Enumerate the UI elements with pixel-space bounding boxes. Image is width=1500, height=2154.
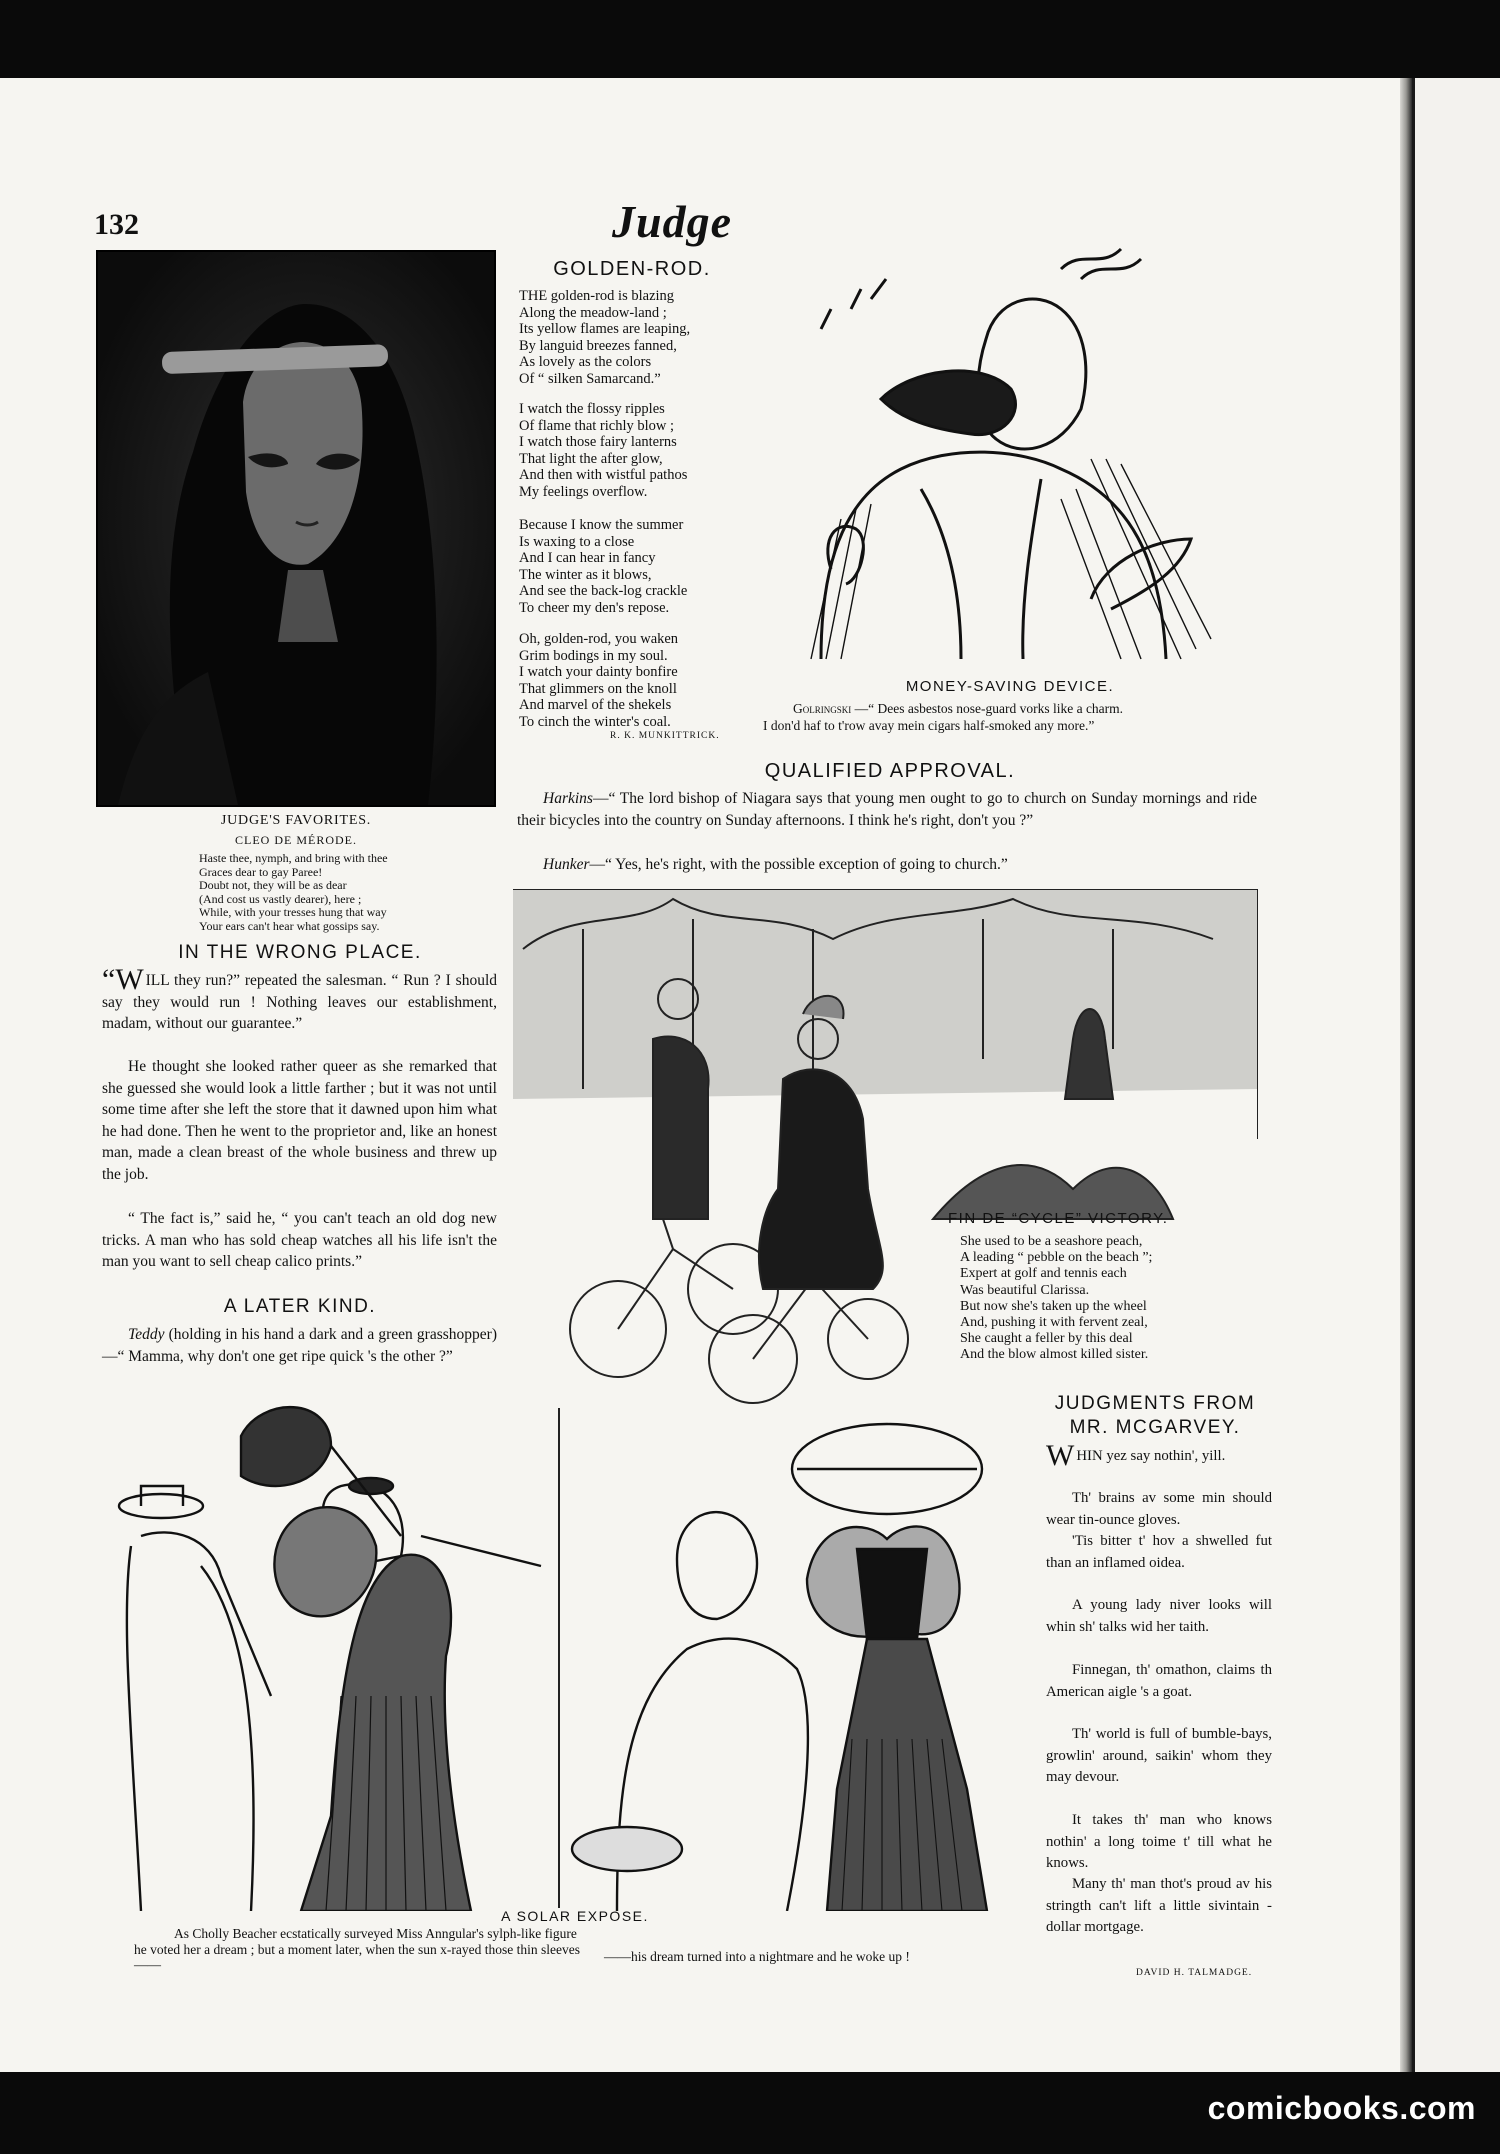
mcgarvey-saying-8: Many th' man thot's proud av his stringth can't lift a little sivintain - dollar mortgage.	[1046, 1876, 1272, 1935]
panel-divider	[558, 1408, 560, 1908]
binding-gutter	[1400, 78, 1412, 2072]
money-saving-cartoon	[760, 238, 1230, 678]
mcgarvey-saying-2: Th' brains av some min should wear tin-ounce gloves.	[1046, 1490, 1272, 1528]
harkins-quote: —“ The lord bishop of Niagara says that young men ought to go to church on Sunday mornings and ride their bicycles into the country on Sunday afternoons. I think he's right, don't you ?”	[517, 790, 1257, 829]
wrong-place-title: IN THE WRONG PLACE.	[178, 942, 422, 963]
qualified-approval-title: QUALIFIED APPROVAL.	[764, 760, 1016, 782]
hunker-quote: —“ Yes, he's right, with the possible exception of going to church.”	[589, 856, 1008, 873]
solar-expose-left-panel	[100, 1395, 558, 1910]
mcgarvey-author: DAVID H. TALMADGE.	[1136, 1968, 1253, 1978]
speaker-harkins: Harkins	[543, 790, 593, 807]
money-saving-quote: —“ Dees asbestos nose-guard vorks like a charm.	[851, 701, 1124, 716]
mcgarvey-saying-4: A young lady niver looks will whin sh' talks wid her taith.	[1046, 1597, 1272, 1635]
scan-border-top	[0, 0, 1500, 78]
qualified-approval-hunker	[517, 854, 1257, 876]
mcgarvey-saying-6: Th' world is full of bumble-bays, growlin' around, saikin' whom they may devour.	[1046, 1726, 1272, 1785]
solar-expose-title: A SOLAR EXPOSE.	[501, 1908, 649, 1924]
solar-expose-right-panel	[566, 1408, 1036, 1910]
later-kind-title: A LATER KIND.	[223, 1296, 377, 1317]
masthead-logo: Judge	[612, 196, 732, 247]
golden-rod-stanza-3: Because I know the summer Is waxing to a close And I can hear in fancy The winter as it blows, And see the back-log crackle To cheer my den's repose.	[519, 517, 688, 616]
favorites-caption-title: JUDGE'S FAVORITES.	[220, 813, 372, 828]
adjacent-page-edge	[1412, 78, 1500, 2072]
speaker-hunker: Hunker	[543, 856, 590, 873]
teddy-quote: (holding in his hand a dark and a green grasshopper) —“ Mamma, why don't one get ripe quick 's the other ?”	[102, 1326, 497, 1365]
qualified-approval-harkins	[517, 788, 1257, 831]
later-kind-text	[102, 1324, 497, 1367]
money-saving-caption-line-1	[793, 700, 1263, 717]
fin-de-cycle-verse: She used to be a seashore peach, A leading “ pebble on the beach ”; Expert at golf and tennis each Was beautiful Clarissa. But now she's taken up the wheel And, pushing it with fervent zeal, She caught a feller by this deal And the blow almost killed sister.	[960, 1234, 1153, 1363]
money-saving-caption-line-2: I don'd haf to t'row avay mein cigars half-smoked any more.”	[763, 718, 1095, 733]
solar-expose-right-caption: ——his dream turned into a nightmare and he woke up !	[604, 1949, 910, 1964]
golden-rod-stanza-1: THE golden-rod is blazing Along the meadow-land ; Its yellow flames are leaping, By languid breezes fanned, As lovely as the colors Of “ silken Samarcand.”	[519, 288, 691, 387]
mcgarvey-title-line-1: JUDGMENTS FROM	[1054, 1393, 1256, 1414]
page-number: 132	[94, 208, 139, 241]
solar-expose-left-caption: As Cholly Beacher ecstatically surveyed Miss Anngular's sylph-like figure he voted her a dream ; but a moment later, when the sun x-rayed those thin sleeves——	[134, 1926, 580, 1972]
favorites-caption-name: CLEO DE MÉRODE.	[235, 833, 357, 847]
fin-de-cycle-title: FIN DE “CYCLE” VICTORY.	[948, 1210, 1169, 1227]
mcgarvey-saying-1: WHIN yez say nothin', yill.	[1046, 1439, 1226, 1472]
golden-rod-stanza-4: Oh, golden-rod, you waken Grim bodings in my soul. I watch your dainty bonfire That glimmers on the knoll And marvel of the shekels To cinch the winter's coal.	[519, 631, 679, 730]
wrong-place-paragraph-1: “WILL they run?” repeated the salesman. “ Run ? I should say they would run ! Nothing leaves our establishment, madam, without our guarantee.”	[102, 963, 497, 1032]
mcgarvey-saying-3: 'Tis bitter t' hov a shwelled fut than an inflamed oidea.	[1046, 1533, 1272, 1571]
portrait-photo	[96, 250, 496, 807]
golden-rod-stanza-2: I watch the flossy ripples Of flame that richly blow ; I watch those fairy lanterns That light the after glow, And then with wistful pathos My feelings overflow.	[519, 401, 688, 500]
wrong-place-paragraph-3: “ The fact is,” said he, “ you can't teach an old dog new tricks. A man who has sold cheap watches all his life isn't the man you want to sell cheap calico prints.”	[102, 1210, 497, 1270]
golden-rod-title: GOLDEN-ROD.	[553, 258, 711, 280]
speaker-teddy: Teddy	[128, 1326, 165, 1343]
mcgarvey-title-line-2: MR. MCGARVEY.	[1069, 1417, 1241, 1438]
money-saving-title: MONEY-SAVING DEVICE.	[905, 678, 1115, 695]
mcgarvey-saying-5: Finnegan, th' omathon, claims th American aigle 's a goat.	[1046, 1662, 1272, 1700]
mcgarvey-saying-7: It takes th' man who knows nothin' a long toime t' till what he knows.	[1046, 1812, 1272, 1871]
watermark-logo: comicbooks.com	[1207, 2090, 1476, 2126]
favorites-verse: Haste thee, nymph, and bring with thee Graces dear to gay Paree! Doubt not, they will be as dear (And cost us vastly dearer), here ; While, with your tresses hung that way Your ears can't hear what gossips say.	[199, 851, 388, 933]
wrong-place-paragraph-2: He thought she looked rather queer as she remarked that she guessed she would look a little farther ; but it was not until some time after she left the store that it dawned upon him what he had done. Then he went to the proprietor and, like an honest man, made a clean breast of the whole business and threw up the job.	[102, 1058, 497, 1183]
money-saving-speaker: Golringski	[793, 701, 852, 716]
golden-rod-author: R. K. MUNKITTRICK.	[610, 731, 720, 741]
